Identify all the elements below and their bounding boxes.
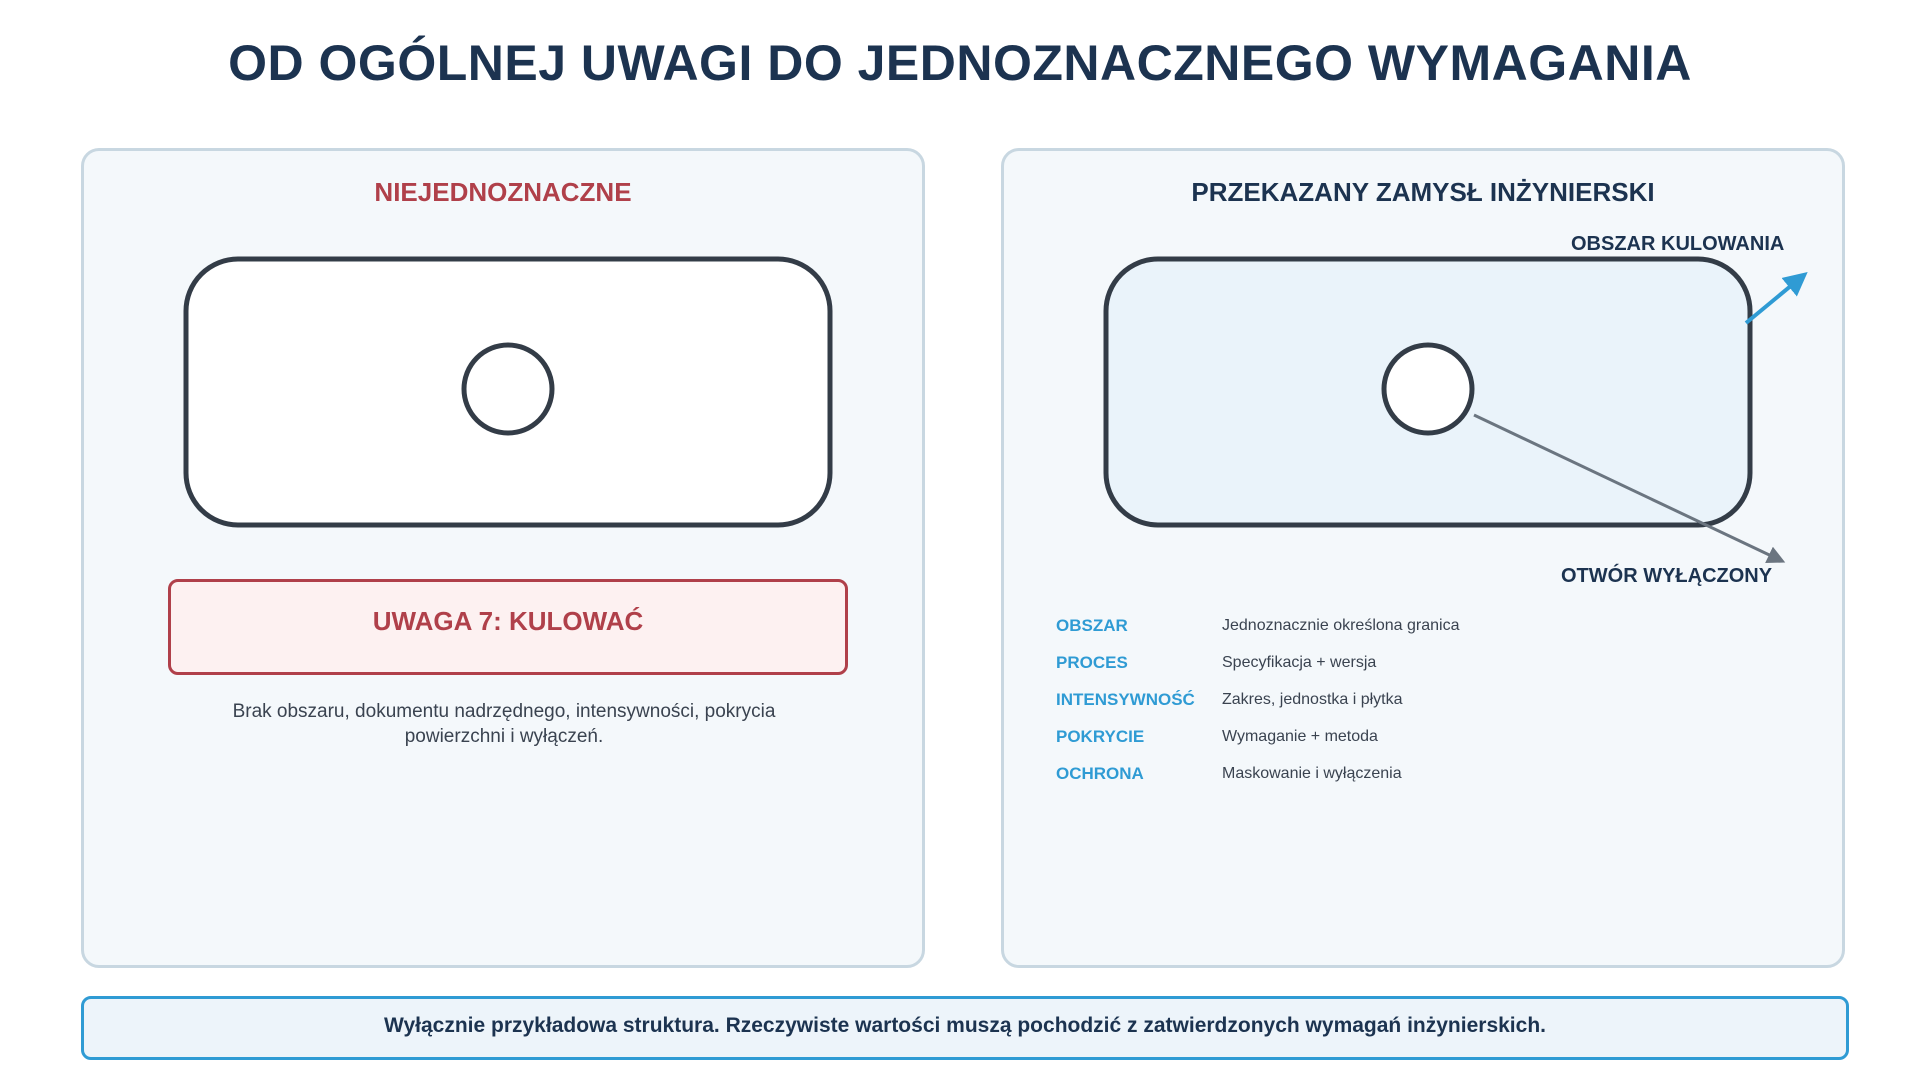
spec-value-intensity: Zakres, jednostka i płytka xyxy=(1222,691,1403,708)
ambiguous-panel xyxy=(81,148,925,968)
excluded-hole xyxy=(1384,345,1472,433)
spec-value-process: Specyfikacja + wersja xyxy=(1222,654,1377,671)
page-title: OD OGÓLNEJ UWAGI DO JEDNOZNACZNEGO WYMAGANIA xyxy=(228,35,1692,91)
spec-key-protection: OCHRONA xyxy=(1056,764,1144,783)
spec-row xyxy=(1056,764,1616,801)
spec-table xyxy=(1056,616,1616,801)
spec-value-area: Jednoznacznie określona granica xyxy=(1222,617,1460,634)
spec-key-intensity: INTENSYWNOŚĆ xyxy=(1056,690,1195,709)
disclaimer-banner xyxy=(81,996,1849,1060)
note-box xyxy=(168,579,848,675)
ambiguous-part-drawing xyxy=(84,151,928,571)
spec-value-coverage: Wymaganie + metoda xyxy=(1222,728,1378,745)
excluded-hole-callout: OTWÓR WYŁĄCZONY xyxy=(1561,565,1773,587)
spec-key-process: PROCES xyxy=(1056,653,1128,672)
spec-row xyxy=(1056,653,1616,690)
intent-part-drawing xyxy=(1004,151,1848,591)
ambiguous-panel-title: NIEJEDNOZNACZNE xyxy=(374,177,632,207)
part-hole xyxy=(464,345,552,433)
missing-info-text: Brak obszaru, dokumentu nadrzędnego, intensywności, pokrycia powierzchni i wyłączeń. xyxy=(232,701,776,747)
intent-panel-title: PRZEKAZANY ZAMYSŁ INŻYNIERSKI xyxy=(1191,177,1655,207)
peen-area-leader xyxy=(1746,275,1804,323)
note-text: UWAGA 7: KULOWAĆ xyxy=(372,606,644,636)
spec-key-area: OBSZAR xyxy=(1056,616,1128,635)
spec-key-coverage: POKRYCIE xyxy=(1056,727,1145,746)
spec-row xyxy=(1056,690,1616,727)
spec-value-protection: Maskowanie i wyłączenia xyxy=(1222,765,1402,782)
peen-area-callout: OBSZAR KULOWANIA xyxy=(1571,233,1785,255)
intent-panel xyxy=(1001,148,1845,968)
spec-row xyxy=(1056,727,1616,764)
spec-row xyxy=(1056,616,1616,653)
disclaimer-text: Wyłącznie przykładowa struktura. Rzeczywiste wartości muszą pochodzić z zatwierdzonych wymagań inżynierskich. xyxy=(384,1014,1546,1037)
